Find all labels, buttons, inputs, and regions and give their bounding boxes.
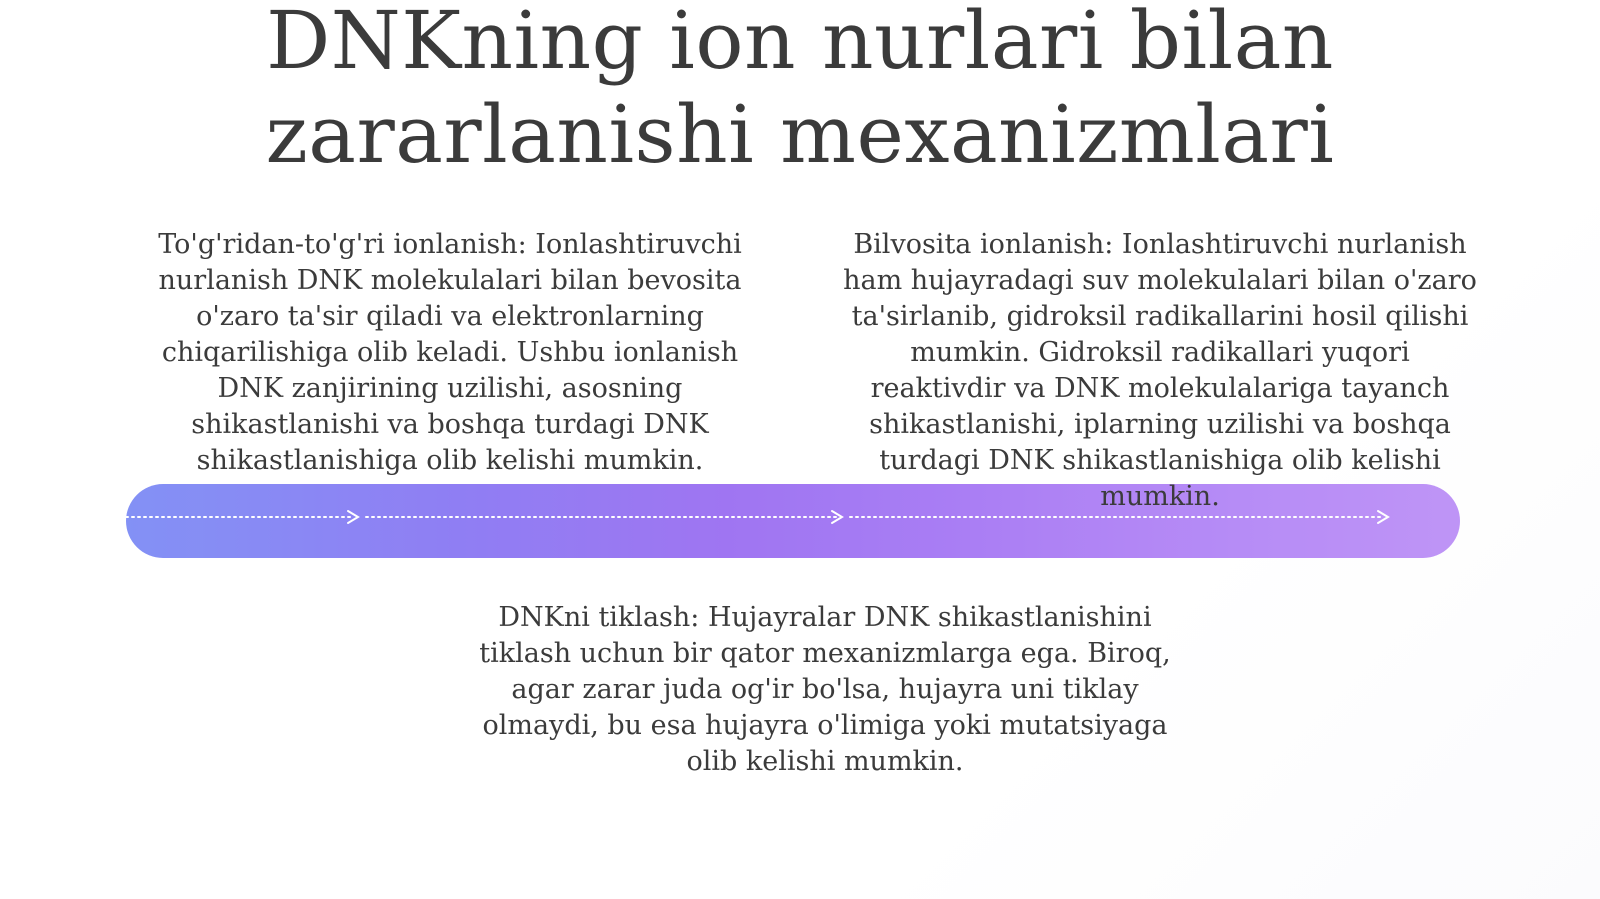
slide-title-line-1: DNKning ion nurlari bilan bbox=[266, 0, 1334, 87]
direct-ionization-text: To'g'ridan-to'g'ri ionlanish: Ionlashtiruvchi nurlanish DNK molekulalari bilan bevosita o'zaro ta'sir qiladi va elektronlarning chiqarilishiga olib keladi. Ushbu ionlanish DNK zanjirining uzilishi, asosning shikastlanishi va boshqa turdagi DNK shikastlanishiga olib kelishi mumkin. bbox=[158, 229, 742, 476]
slide-title bbox=[0, 0, 1600, 182]
indirect-ionization-text: Bilvosita ionlanish: Ionlashtiruvchi nurlanish ham hujayradagi suv molekulalari bilan o'zaro ta'sirlanib, gidroksil radikallarini hosil qilishi mumkin. Gidroksil radikallari yuqori reaktivdir va DNK molekulalariga tayanch shikastlanishi, iplarning uzilishi va boshqa turdagi DNK shikastlanishiga olib kelishi mumkin. bbox=[843, 229, 1477, 512]
slide-title-line-2: zararlanishi mexanizmlari bbox=[265, 88, 1335, 181]
dna-repair-text: DNKni tiklash: Hujayralar DNK shikastlanishini tiklash uchun bir qator mexanizmlarga ega. Biroq, agar zarar juda og'ir bo'lsa, hujayra uni tiklay olmaydi, bu esa hujayra o'limiga yoki mutatsiyaga olib kelishi mumkin. bbox=[479, 602, 1171, 777]
